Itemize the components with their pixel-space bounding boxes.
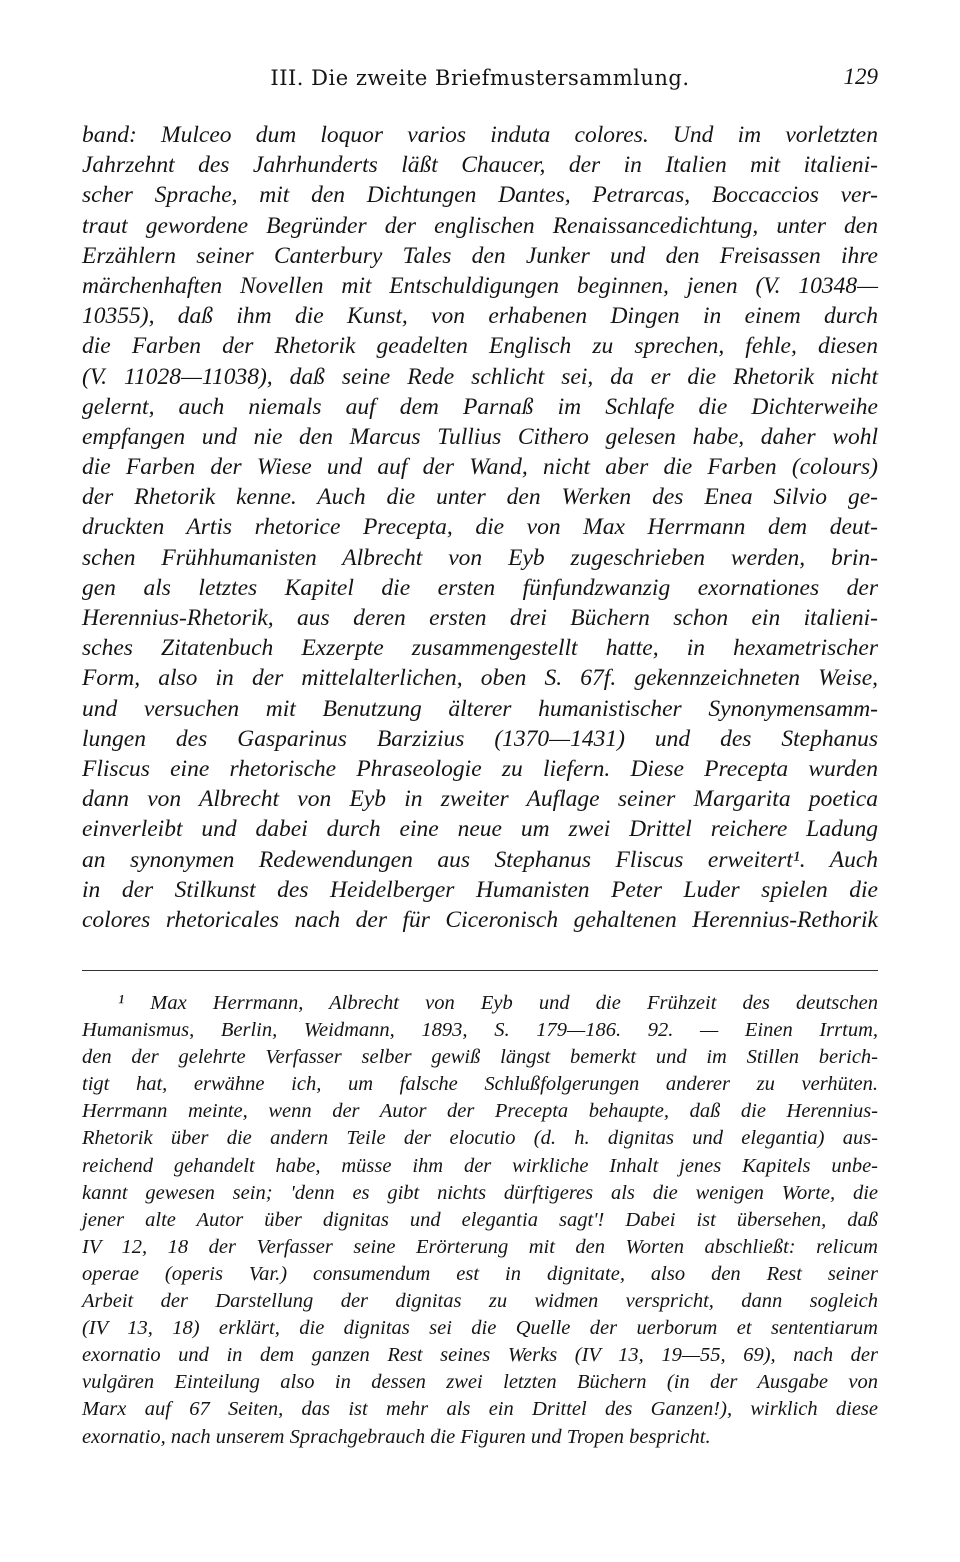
- body-line: 10355), daß ihm die Kunst, von erhabenen Dingen in einem durch: [82, 303, 878, 330]
- body-line: empfangen und nie den Marcus Tullius Cithero gelesen habe, daher wohl: [82, 423, 878, 450]
- body-line: gen als letztes Kapitel die ersten fünfundzwanzig exornationes der: [82, 574, 878, 601]
- body-line: Jahrzehnt des Jahrhunderts läßt Chaucer, der in Italien mit italieni-: [82, 152, 878, 179]
- body-line: sches Zitatenbuch Exzerpte zusammengestellt hatte, in hexametrischer: [82, 635, 878, 662]
- running-head: III. Die zweite Briefmustersammlung.: [270, 66, 690, 90]
- body-line: und versuchen mit Benutzung älterer humanistischer Synonymensamm-: [82, 695, 878, 722]
- body-line: Form, also in der mittelalterlichen, oben S. 67f. gekennzeichneten Weise,: [82, 665, 878, 692]
- footnote-separator: [82, 970, 878, 971]
- page-number: 129: [843, 64, 878, 89]
- footnotes: [82, 990, 878, 1451]
- footnote-line: Herrmann meinte, wenn der Autor der Precepta behaupte, daß die Herennius-: [82, 1100, 878, 1123]
- body-line: (V. 11028—11038), daß seine Rede schlicht sei, da er die Rhetorik nicht: [82, 363, 878, 390]
- body-line: märchenhaften Novellen mit Entschuldigungen beginnen, jenen (V. 10348—: [82, 272, 878, 299]
- body-line: Erzählern seiner Canterbury Tales den Junker und den Freisassen ihre: [82, 242, 878, 269]
- footnote-line: (IV 13, 18) erklärt, die dignitas sei die Quelle der uerborum et sententiarum: [82, 1317, 878, 1340]
- body-line: druckten Artis rhetorice Precepta, die von Max Herrmann dem deut-: [82, 514, 878, 541]
- body-line: in der Stilkunst des Heidelberger Humanisten Peter Luder spielen die: [82, 876, 878, 903]
- body-line: lungen des Gasparinus Barzizius (1370—1431) und des Stephanus: [82, 725, 878, 752]
- body-line: scher Sprache, mit den Dichtungen Dantes, Petrarcas, Boccaccios ver-: [82, 182, 878, 209]
- footnote-line: ¹ Max Herrmann, Albrecht von Eyb und die Frühzeit des deutschen: [118, 992, 878, 1014]
- body-line: der Rhetorik kenne. Auch die unter den Werken des Enea Silvio ge-: [82, 484, 878, 511]
- footnote-line: kannt gewesen sein; 'denn es gibt nichts dürftigeres als die wenigen Worte, die: [82, 1181, 878, 1204]
- body-line: die Farben der Rhetorik geadelten Englisch zu sprechen, fehle, diesen: [82, 333, 878, 360]
- footnote-line: operae (operis Var.) consumendum est in dignitate, also den Rest seiner: [82, 1262, 878, 1285]
- footnote-line: Humanismus, Berlin, Weidmann, 1893, S. 179—186. 92. — Einen Irrtum,: [82, 1019, 878, 1042]
- footnote-line: exornatio, nach unserem Sprachgebrauch die Figuren und Tropen bespricht.: [82, 1425, 711, 1448]
- body-line: Fliscus eine rhetorische Phraseologie zu liefern. Diese Precepta wurden: [82, 755, 878, 782]
- footnote-line: Rhetorik über die andern Teile der elocutio (d. h. dignitas und elegantia) aus-: [82, 1127, 878, 1150]
- footnote-line: den der gelehrte Verfasser selber gewiß längst bemerkt und im Stillen berich-: [82, 1046, 878, 1069]
- body-line: dann von Albrecht von Eyb in zweiter Auflage seiner Margarita poetica: [82, 786, 878, 813]
- footnote-line: IV 12, 18 der Verfasser seine Erörterung mit den Worten abschließt: relicum: [82, 1235, 878, 1258]
- body-text: [82, 120, 878, 935]
- body-line: colores rhetoricales nach der für Ciceronisch gehaltenen Herennius-Rethorik: [82, 906, 878, 933]
- page-header: [82, 62, 878, 98]
- footnote-line: jener alte Autor über dignitas und elegantia sagt'! Dabei ist übersehen, daß: [82, 1208, 878, 1231]
- footnote-line: vulgären Einteilung also in dessen zwei letzten Büchern (in der Ausgabe von: [82, 1371, 878, 1394]
- body-line: an synonymen Redewendungen aus Stephanus Fliscus erweitert¹. Auch: [82, 846, 878, 873]
- body-line: Herennius-Rhetorik, aus deren ersten drei Büchern schon ein italieni-: [82, 605, 878, 631]
- footnote-line: reichend gehandelt habe, müsse ihm der wirkliche Inhalt jenes Kapitels unbe-: [82, 1154, 878, 1177]
- footnote-line: Marx auf 67 Seiten, das ist mehr als ein Drittel des Ganzen!), wirklich diese: [82, 1398, 878, 1421]
- body-line: die Farben der Wiese und auf der Wand, nicht aber die Farben (colours): [82, 454, 878, 481]
- footnote-line: Arbeit der Darstellung der dignitas zu widmen verspricht, dann sogleich: [82, 1290, 878, 1313]
- body-line: schen Frühhumanisten Albrecht von Eyb zugeschrieben werden, brin-: [82, 544, 878, 571]
- body-line: einverleibt und dabei durch eine neue um zwei Drittel reichere Ladung: [82, 816, 878, 843]
- footnote-line: exornatio und in dem ganzen Rest seines Werks (IV 13, 19—55, 69), nach der: [82, 1344, 878, 1367]
- body-line: traut gewordene Begründer der englischen Renaissancedichtung, unter den: [82, 212, 878, 239]
- footnote-line: tigt hat, erwähne ich, um falsche Schlußfolgerungen anderer zu verhüten.: [82, 1073, 878, 1096]
- body-line: gelernt, auch niemals auf dem Parnaß im Schlafe die Dichterweihe: [82, 393, 878, 420]
- body-line: band: Mulceo dum loquor varios induta colores. Und im vorletzten: [82, 122, 878, 148]
